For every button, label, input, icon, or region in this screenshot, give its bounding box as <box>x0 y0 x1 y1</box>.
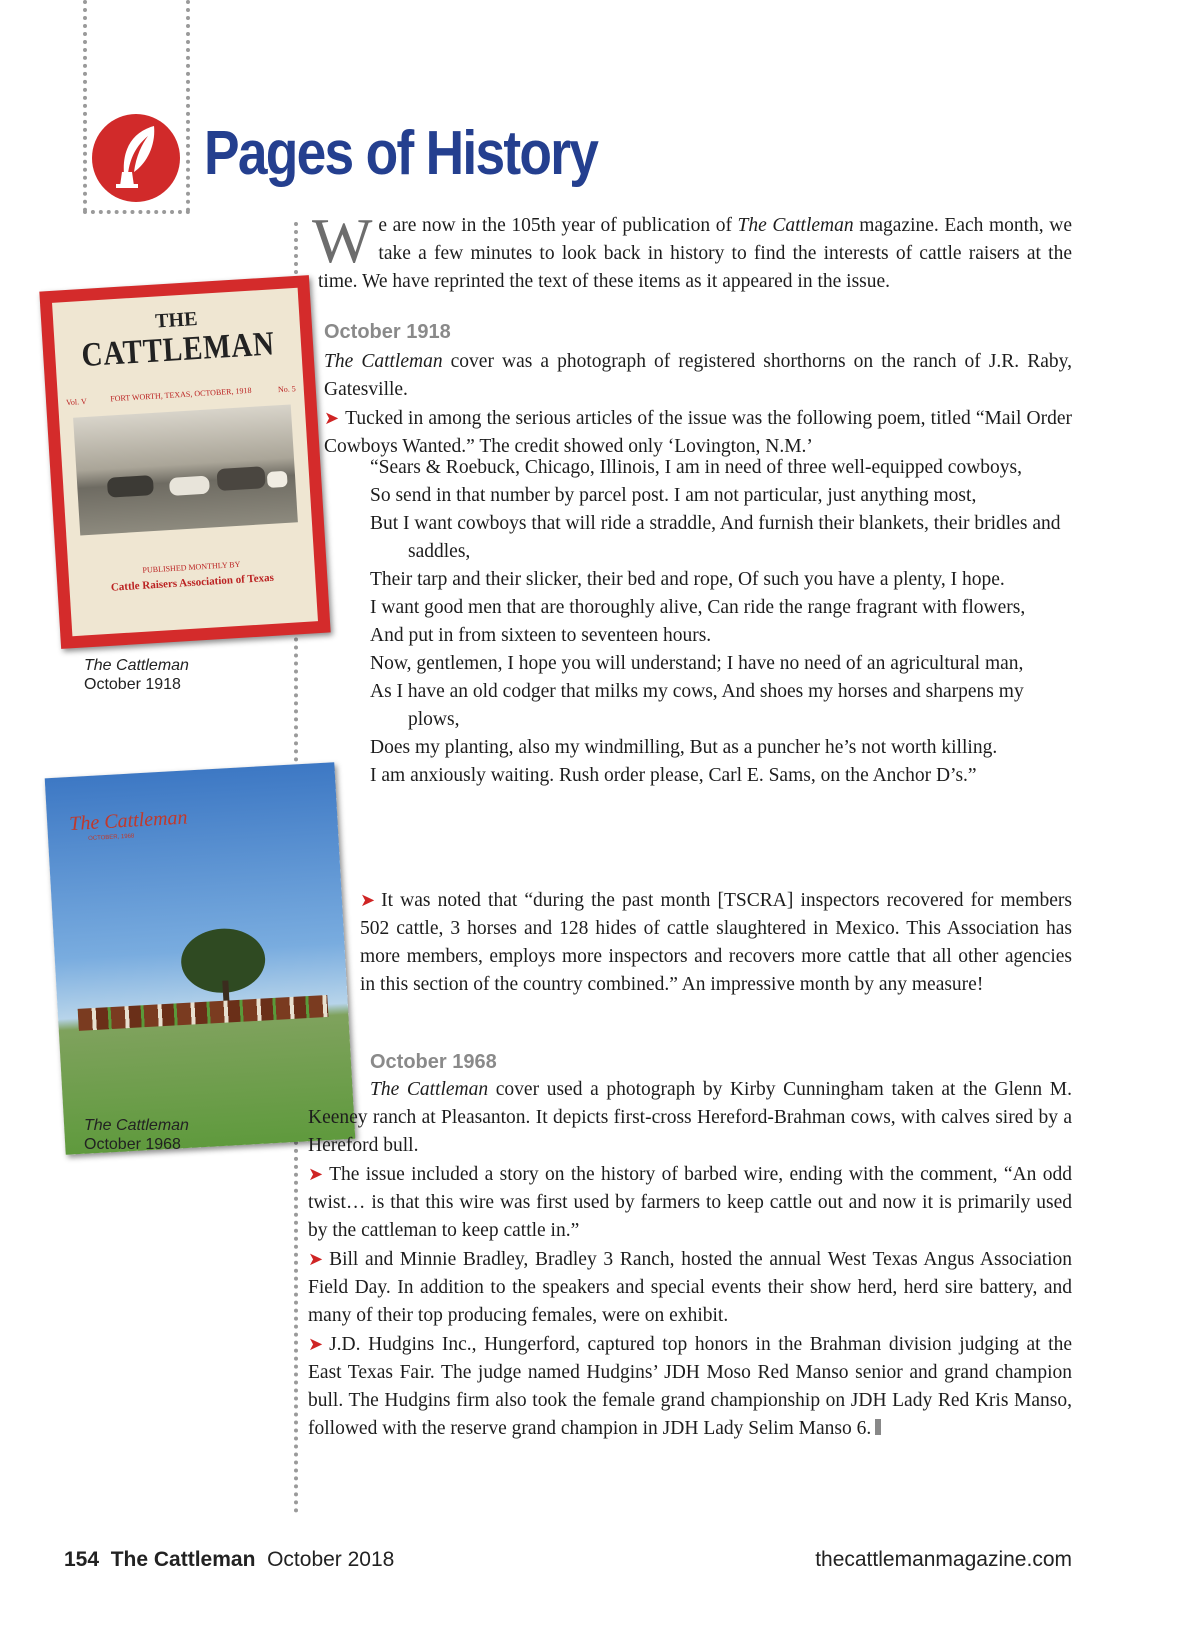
header-frame-right <box>186 0 190 212</box>
drop-cap: W <box>312 205 373 276</box>
section-1968 <box>308 1076 1072 1443</box>
caption-1968-date: October 1968 <box>84 1136 181 1153</box>
poem-line: Does my planting, also my windmilling, But as a puncher he’s not worth killing. <box>370 737 998 758</box>
paragraph-1918-inspectors: ➤ It was noted that “during the past month [TSCRA] inspectors recovered for members 502 cattle, 3 horses and 128 hides of cattle slaughtered in Mexico. This Association has more members, employs more inspectors and recovers more cattle that all other agencies in this section of the country combined.” An impressive month by any measure! <box>360 890 1072 995</box>
poem-line: I want good men that are thoroughly alive, Can ride the range fragrant with flowers, <box>370 597 1026 618</box>
paragraph-1968-hudgins: ➤ J.D. Hudgins Inc., Hungerford, captured top honors in the Brahman division judging at the East Texas Fair. The judge named Hudgins’ JDH Moso Red Manso senior and grand champion bull. The Hudgins firm also took the female grand championship on JDH Lady Red Kris Manso, followed with the reserve grand champion in JDH Lady Selim Manso 6. <box>308 1334 1072 1439</box>
paragraph-1968-field-day: ➤ Bill and Minnie Bradley, Bradley 3 Ranch, hosted the annual West Texas Angus Association Field Day. In addition to the speakers and special events their show herd, herd sire battery, and many of their top producing females, were on exhibit. <box>308 1249 1072 1326</box>
poem-line: And put in from sixteen to seventeen hours. <box>370 625 712 646</box>
paragraph-1968-barbed-wire: ➤ The issue included a story on the history of barbed wire, ending with the comment, “An odd twist… is that this wire was first used by farmers to keep cattle out and now it is primarily used by the cattleman to keep cattle in.” <box>308 1164 1072 1241</box>
poem <box>370 454 1072 790</box>
section-logo <box>92 114 180 202</box>
cover-publisher: Cattle Raisers Association of Texas <box>110 571 275 594</box>
arrow-bullet-icon: ➤ <box>308 1164 324 1184</box>
cover-volume: Vol. V <box>65 396 88 408</box>
poem-line: Now, gentlemen, I hope you will understand; I have no need of an agricultural man, <box>370 653 1024 674</box>
cover-masthead-the: THE <box>154 307 199 333</box>
section-heading-1968: October 1968 <box>370 1051 497 1073</box>
cover-masthead-name: CATTLEMAN <box>80 325 276 375</box>
magazine-name: The Cattleman <box>737 215 854 236</box>
poem-line: Their tarp and their slicker, their bed and rope, Of such you have a plenty, I hope. <box>370 569 1005 590</box>
page-number: 154 <box>64 1548 100 1571</box>
cover-photo-shorthorns <box>73 404 298 535</box>
intro-paragraph: We are now in the 105th year of publication of The Cattleman magazine. Each month, we take a few minutes to look back in history to find the interests of cattle raisers at the time. We have reprinted the text of these items as it appeared in the issue. <box>312 205 1073 292</box>
page-title: Pages of History <box>204 119 598 188</box>
poem-line: So send in that number by parcel post. I am not particular, just anything most, <box>370 485 977 506</box>
poem-line: But I want cowboys that will ride a straddle, And furnish their blankets, their bridles and saddles, <box>370 513 1061 562</box>
paragraph-1918-poem-intro: ➤ Tucked in among the serious articles of the issue was the following poem, titled “Mail Order Cowboys Wanted.” The credit showed only ‘Lovington, N.M.’ <box>324 408 1072 457</box>
cover-published-by: PUBLISHED MONTHLY BY <box>142 559 241 575</box>
caption-1968-title: The Cattleman <box>84 1117 189 1134</box>
caption-1968 <box>84 1116 189 1154</box>
cover-1968-masthead: The Cattleman <box>68 806 189 836</box>
footer-left <box>64 1548 394 1572</box>
section-1968-head <box>370 1048 1072 1076</box>
cover-dateline: FORT WORTH, TEXAS, OCTOBER, 1918 <box>110 385 252 404</box>
footer-website[interactable]: thecattlemanmagazine.com <box>815 1548 1072 1571</box>
quill-pen-icon <box>92 114 180 202</box>
cattle-herd <box>78 995 329 1031</box>
header-frame-bottom <box>83 210 190 214</box>
arrow-bullet-icon: ➤ <box>308 1249 324 1269</box>
arrow-bullet-icon: ➤ <box>360 890 376 910</box>
cover-1968-date: OCTOBER, 1968 <box>87 833 135 843</box>
cover-image-1918 <box>39 275 330 649</box>
footer-issue: October 2018 <box>267 1548 395 1571</box>
end-mark-icon <box>875 1419 881 1435</box>
poem-line: I am anxiously waiting. Rush order please, Carl E. Sams, on the Anchor D’s.” <box>370 765 977 786</box>
paragraph-1918-cover: The Cattleman cover was a photograph of registered shorthorns on the ranch of J.R. Raby, Gatesville. <box>324 351 1073 400</box>
arrow-bullet-icon: ➤ <box>324 408 340 428</box>
poem-line: As I have an old codger that milks my cows, And shoes my horses and sharpens my plows, <box>370 681 1024 730</box>
caption-1918 <box>84 656 189 694</box>
paragraph-1968-cover: The Cattleman cover used a photograph by Kirby Cunningham taken at the Glenn M. Keeney ranch at Pleasanton. It depicts first-cross Hereford-Brahman cows, with calves sired by a Hereford bull. <box>308 1079 1072 1156</box>
footer-magazine: The Cattleman <box>110 1548 256 1571</box>
caption-1918-date: October 1918 <box>84 676 181 693</box>
arrow-bullet-icon: ➤ <box>308 1334 324 1354</box>
header-frame-left <box>83 0 87 212</box>
section-1918 <box>324 318 1072 461</box>
poem-line: “Sears & Roebuck, Chicago, Illinois, I am in need of three well-equipped cowboys, <box>370 457 1022 478</box>
section-heading-1918: October 1918 <box>324 321 451 343</box>
caption-1918-title: The Cattleman <box>84 657 189 674</box>
cover-number: No. 5 <box>277 384 297 395</box>
